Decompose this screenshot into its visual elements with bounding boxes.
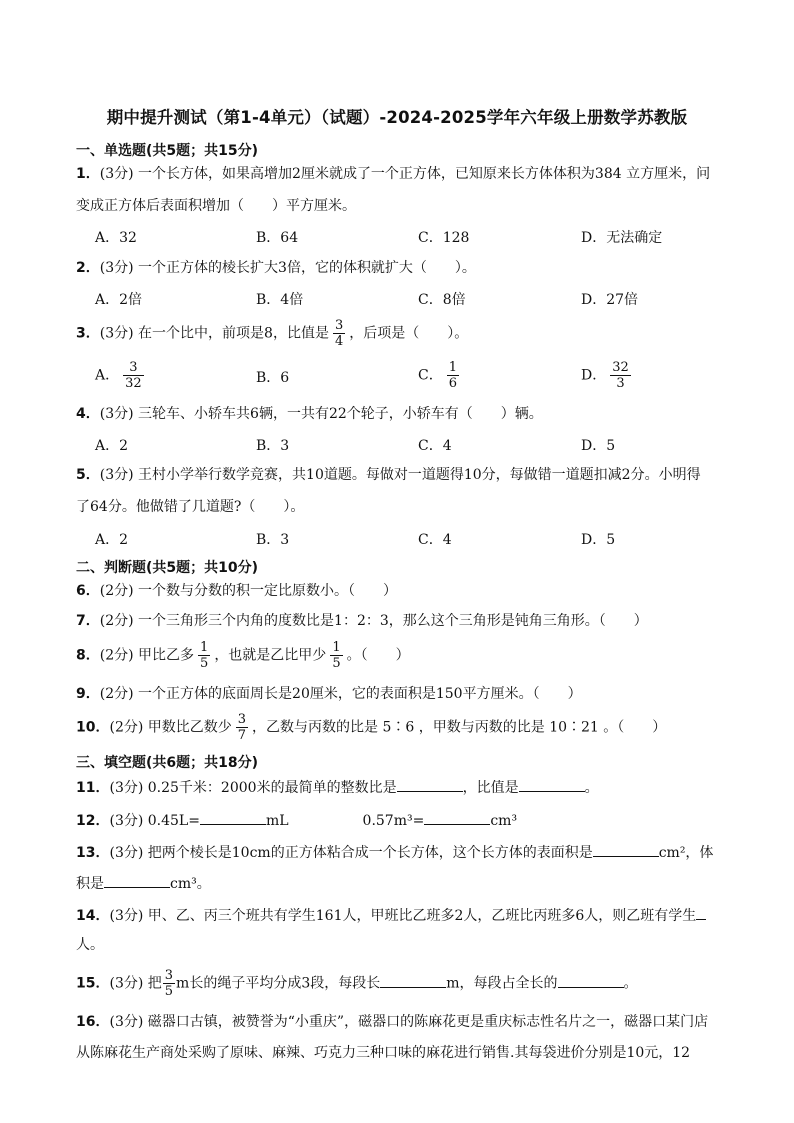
question-text: (3分) 0.45L= bbox=[109, 813, 200, 829]
question-text-end: 。 bbox=[623, 975, 638, 992]
question-15 bbox=[76, 968, 638, 999]
question-text: (3分) 一个正方体的棱长扩大3倍，它的体积就扩大（ ）。 bbox=[99, 260, 476, 276]
fraction-denominator: 5 bbox=[164, 984, 174, 999]
question-number: 15． bbox=[76, 975, 110, 992]
question-text: (2分) 一个正方体的底面周长是20厘米，它的表面积是150平方厘米。（ ） bbox=[99, 686, 582, 702]
question-16-continued: 从陈麻花生产商处采购了原味、麻辣、巧克力三种口味的麻花进行销售.其每袋进价分别是10元，12 bbox=[76, 1045, 691, 1061]
fraction-denominator: 5 bbox=[332, 656, 341, 671]
option-b: B．3 bbox=[256, 532, 290, 548]
fraction-denominator: 4 bbox=[334, 334, 344, 349]
answer-blank[interactable] bbox=[696, 905, 706, 920]
question-number: 3． bbox=[76, 325, 100, 342]
question-number: 8． bbox=[76, 647, 100, 664]
question-number: 14． bbox=[76, 908, 110, 924]
question-number: 5． bbox=[76, 467, 100, 483]
option-a: A．2倍 bbox=[95, 292, 143, 308]
option-c: C．4 bbox=[418, 532, 452, 548]
question-number: 9． bbox=[76, 686, 100, 702]
option-d: D．无法确定 bbox=[581, 230, 663, 246]
fraction bbox=[333, 318, 345, 349]
option-c: C．4 bbox=[418, 438, 452, 454]
question-number: 1． bbox=[76, 166, 100, 182]
question-7 bbox=[76, 611, 648, 631]
question-text-end: 。 bbox=[584, 780, 599, 796]
question-text: (3分) 三轮车、小轿车共6辆，一共有22个轮子，小轿车有（ ）辆。 bbox=[99, 406, 543, 422]
option-label: C． bbox=[418, 367, 443, 384]
question-8 bbox=[76, 640, 410, 671]
question-text-second: 0.57m³= bbox=[362, 813, 425, 829]
question-number: 10． bbox=[76, 719, 110, 736]
answer-blank[interactable] bbox=[104, 873, 170, 888]
question-text: (3分) 王村小学举行数学竞赛，共10道题。每做对一道题得10分，每做错一道题扣减2分。小明得 bbox=[99, 467, 701, 483]
question-text-mid: m长的绳子平均分成3段，每段长 bbox=[176, 975, 381, 992]
fraction bbox=[610, 360, 631, 391]
question-number: 11． bbox=[76, 780, 110, 796]
question-text: 积是 bbox=[76, 876, 104, 892]
question-text: (2分) 一个三角形三个内角的度数比是1：2：3，那么这个三角形是钝角三角形。（ ） bbox=[99, 613, 648, 629]
question-12 bbox=[76, 810, 517, 831]
question-13-continued bbox=[76, 873, 211, 894]
option-a: A．2 bbox=[95, 438, 129, 454]
answer-blank[interactable] bbox=[558, 973, 624, 988]
fraction-denominator: 7 bbox=[237, 728, 247, 743]
question-text: (2分) 一个数与分数的积一定比原数小。（ ） bbox=[99, 583, 398, 599]
unit-label: cm³。 bbox=[170, 876, 211, 892]
question-text-mid: ，比值是 bbox=[462, 780, 519, 796]
question-6 bbox=[76, 581, 397, 601]
fraction-numerator: 1 bbox=[448, 360, 457, 375]
question-text-mid2: m，每段占全长的 bbox=[446, 975, 558, 992]
option-d: D．27倍 bbox=[581, 292, 639, 308]
question-1 bbox=[76, 164, 710, 184]
unit-label: mL bbox=[265, 813, 289, 829]
answer-blank[interactable] bbox=[200, 810, 266, 825]
option-b: B．3 bbox=[256, 438, 290, 454]
fraction-denominator: 5 bbox=[200, 656, 209, 671]
unit-label: cm²，体 bbox=[658, 845, 714, 861]
question-number: 7． bbox=[76, 613, 100, 629]
option-a bbox=[95, 360, 148, 391]
question-text: (3分) 把 bbox=[109, 975, 162, 992]
fraction bbox=[330, 640, 342, 671]
question-10 bbox=[76, 712, 666, 743]
option-label: A． bbox=[95, 367, 120, 384]
question-text-mid: ，也就是乙比甲少 bbox=[214, 647, 327, 664]
option-b: B．4倍 bbox=[256, 292, 304, 308]
fraction bbox=[236, 712, 248, 743]
question-number: 6． bbox=[76, 583, 100, 599]
answer-blank[interactable] bbox=[397, 777, 463, 792]
question-text-end: ，乙数与丙数的比是 5∶6 ，甲数与丙数的比是 10∶21 。（ ） bbox=[252, 719, 667, 736]
answer-blank[interactable] bbox=[380, 973, 446, 988]
question-13 bbox=[76, 842, 713, 863]
fraction-numerator: 1 bbox=[200, 640, 209, 655]
question-3 bbox=[76, 318, 468, 349]
question-text: (3分) 一个长方体，如果高增加2厘米就成了一个正方体，已知原来长方体体积为384 立方厘米，问 bbox=[99, 166, 711, 182]
option-a: A．2 bbox=[95, 532, 129, 548]
answer-blank[interactable] bbox=[424, 810, 490, 825]
option-d bbox=[581, 360, 635, 391]
question-number: 16． bbox=[76, 1014, 110, 1030]
fraction-denominator: 32 bbox=[125, 376, 142, 391]
question-number: 4． bbox=[76, 406, 100, 422]
option-b: B．6 bbox=[256, 370, 290, 386]
question-1-continued: 变成正方体后表面积增加（ ）平方厘米。 bbox=[76, 198, 356, 214]
section-heading-true-false: 二、判断题(共5题；共10分) bbox=[76, 560, 259, 576]
question-text: (3分) 把两个棱长是10cm的正方体粘合成一个长方体，这个长方体的表面积是 bbox=[109, 845, 593, 861]
fraction-numerator: 32 bbox=[612, 360, 629, 375]
option-c bbox=[418, 360, 463, 391]
option-d: D．5 bbox=[581, 532, 616, 548]
question-4 bbox=[76, 404, 543, 424]
option-c: C．128 bbox=[418, 230, 470, 246]
section-heading-single-choice: 一、单选题(共5题；共15分) bbox=[76, 143, 259, 159]
question-14-continued: 人。 bbox=[76, 937, 104, 953]
unit-label: cm³ bbox=[490, 813, 518, 829]
fraction bbox=[198, 640, 210, 671]
question-text: (3分) 0.25千米：2000米的最简单的整数比是 bbox=[109, 780, 397, 796]
question-text-end: 。（ ） bbox=[346, 647, 410, 664]
fraction-numerator: 3 bbox=[237, 712, 247, 727]
question-text: (2分) 甲比乙多 bbox=[99, 647, 195, 664]
question-text: (2分) 甲数比乙数少 bbox=[109, 719, 232, 736]
question-text-end: ，后项是（ ）。 bbox=[349, 325, 469, 342]
question-16 bbox=[76, 1012, 708, 1032]
question-5-continued: 了64分。他做错了几道题?（ ）。 bbox=[76, 499, 305, 515]
option-d: D．5 bbox=[581, 438, 616, 454]
fraction-denominator: 3 bbox=[616, 376, 625, 391]
fraction bbox=[447, 360, 459, 391]
fraction-numerator: 3 bbox=[164, 968, 174, 983]
page-title: 期中提升测试（第1-4单元）（试题）-2024-2025学年六年级上册数学苏教版 bbox=[106, 108, 688, 127]
fraction-numerator: 3 bbox=[334, 318, 344, 333]
answer-blank[interactable] bbox=[519, 777, 585, 792]
fraction-denominator: 6 bbox=[448, 376, 457, 391]
option-label: D． bbox=[581, 367, 607, 384]
question-text: (3分) 在一个比中，前项是8，比值是 bbox=[99, 325, 329, 342]
question-5 bbox=[76, 465, 701, 485]
fraction bbox=[123, 360, 144, 391]
section-heading-fill-in: 三、填空题(共6题；共18分) bbox=[76, 755, 259, 771]
question-14 bbox=[76, 905, 706, 926]
answer-blank[interactable] bbox=[593, 842, 659, 857]
question-number: 12． bbox=[76, 813, 110, 829]
question-text: (3分) 甲、乙、丙三个班共有学生161人，甲班比乙班多2人，乙班比丙班多6人，则乙班有学生 bbox=[109, 908, 697, 924]
question-2 bbox=[76, 258, 476, 278]
option-b: B．64 bbox=[256, 230, 299, 246]
option-c: C．8倍 bbox=[418, 292, 466, 308]
question-number: 2． bbox=[76, 260, 100, 276]
fraction-numerator: 3 bbox=[123, 360, 144, 376]
fraction-numerator: 1 bbox=[332, 640, 341, 655]
question-number: 13． bbox=[76, 845, 110, 861]
question-11 bbox=[76, 777, 599, 798]
question-9 bbox=[76, 684, 582, 704]
option-a: A．32 bbox=[95, 230, 137, 246]
question-text: (3分) 磁器口古镇，被赞誉为“小重庆”，磁器口的陈麻花更是重庆标志性名片之一，磁器口某门店 bbox=[109, 1014, 709, 1030]
fraction bbox=[163, 968, 175, 999]
